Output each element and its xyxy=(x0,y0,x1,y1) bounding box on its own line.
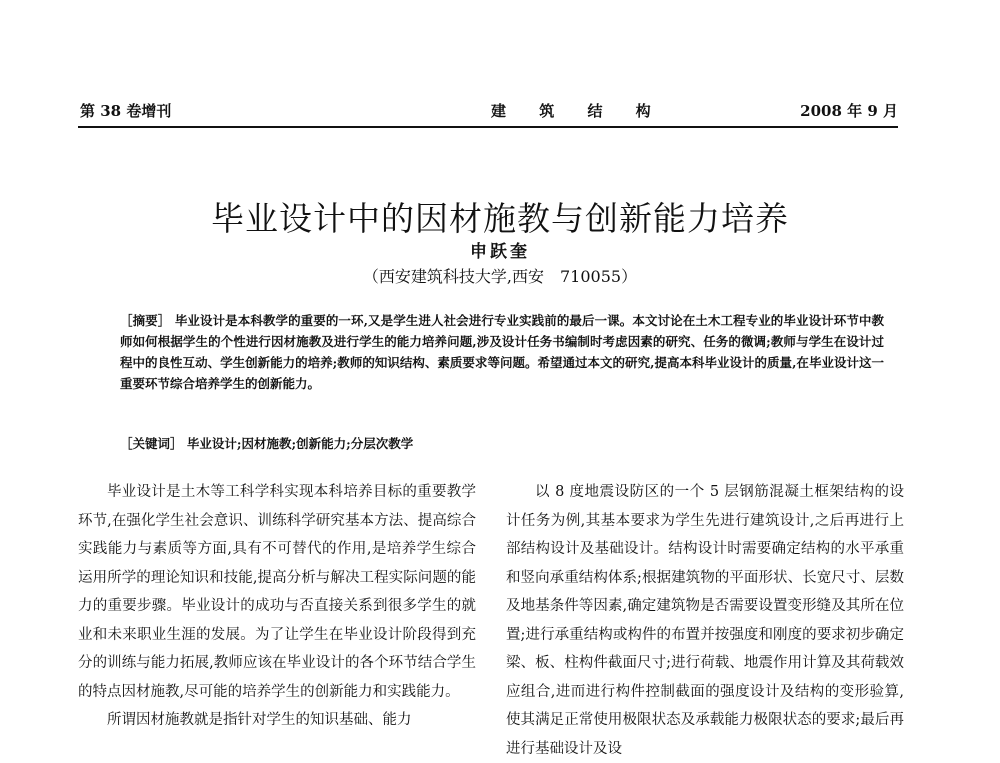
body-column-left xyxy=(78,478,476,735)
keywords-label: ［关键词］ xyxy=(120,436,183,451)
body-paragraph: 所谓因材施教就是指针对学生的知识基础、能力 xyxy=(107,712,412,728)
abstract-label: ［摘要］ xyxy=(120,313,171,328)
running-header xyxy=(64,100,898,126)
body-paragraph: 以 8 度地震设防区的一个 5 层钢筋混凝土框架结构的设计任务为例,其基本要求为学生先进行建筑设计,之后再进行上部结构设计及基础设计。结构设计时需要确定结构的水平承重和竖向承重结构体系;根据建筑物的平面形状、长宽尺寸、层数及地基条件等因素,确定建筑物是否需要设置变形缝及其所在位置;进行承重结构或构件的布置并按强度和刚度的要求初步确定梁、板、柱构件截面尺寸;进行荷载、地震作用计算及其荷载效应组合,进而进行构件控制截面的强度设计及结构的变形验算,使其满足正常使用极限状态及承载能力极限状态的要求;最后再进行基础设计及设 xyxy=(506,484,904,757)
issue-date: 2008 年 9 月 xyxy=(800,102,898,120)
author-affiliation: （西安建筑科技大学,西安 710055） xyxy=(362,267,638,286)
body-column-right xyxy=(506,478,904,763)
abstract-text: 毕业设计是本科教学的重要的一环,又是学生进人社会进行专业实践前的最后一课。本文讨论在土木工程专业的毕业设计环节中教师如何根据学生的个性进行因材施教及进行学生的能力培养问题,涉及设计任务书编制时考虑因素的研究、任务的微调;教师与学生在设计过程中的良性互动、学生创新能力的培养;教师的知识结构、素质要求等问题。希望通过本文的研究,提高本科毕业设计的质量,在毕业设计这一重要环节综合培养学生的创新能力。 xyxy=(120,313,885,391)
journal-name: 建 筑 结 构 xyxy=(491,102,665,120)
article-title: 毕业设计中的因材施教与创新能力培养 xyxy=(211,199,789,239)
journal-volume: 第 38 卷增刊 xyxy=(80,102,172,120)
keywords xyxy=(120,434,884,452)
abstract xyxy=(120,310,884,394)
author-name: 申跃奎 xyxy=(470,242,530,262)
header-rule xyxy=(78,126,898,128)
body-paragraph: 毕业设计是土木等工科学科实现本科培养目标的重要教学环节,在强化学生社会意识、训练科学研究基本方法、提高综合实践能力与素质等方面,具有不可替代的作用,是培养学生综合运用所学的理论知识和技能,提高分析与解决工程实际问题的能力的重要步骤。毕业设计的成功与否直接关系到很多学生的就业和未来职业生涯的发展。为了让学生在毕业设计阶段得到充分的训练与能力拓展,教师应该在毕业设计的各个环节结合学生的特点因材施教,尽可能的培养学生的创新能力和实践能力。 xyxy=(78,484,476,700)
keywords-text: 毕业设计;因材施教;创新能力;分层次教学 xyxy=(186,436,414,451)
